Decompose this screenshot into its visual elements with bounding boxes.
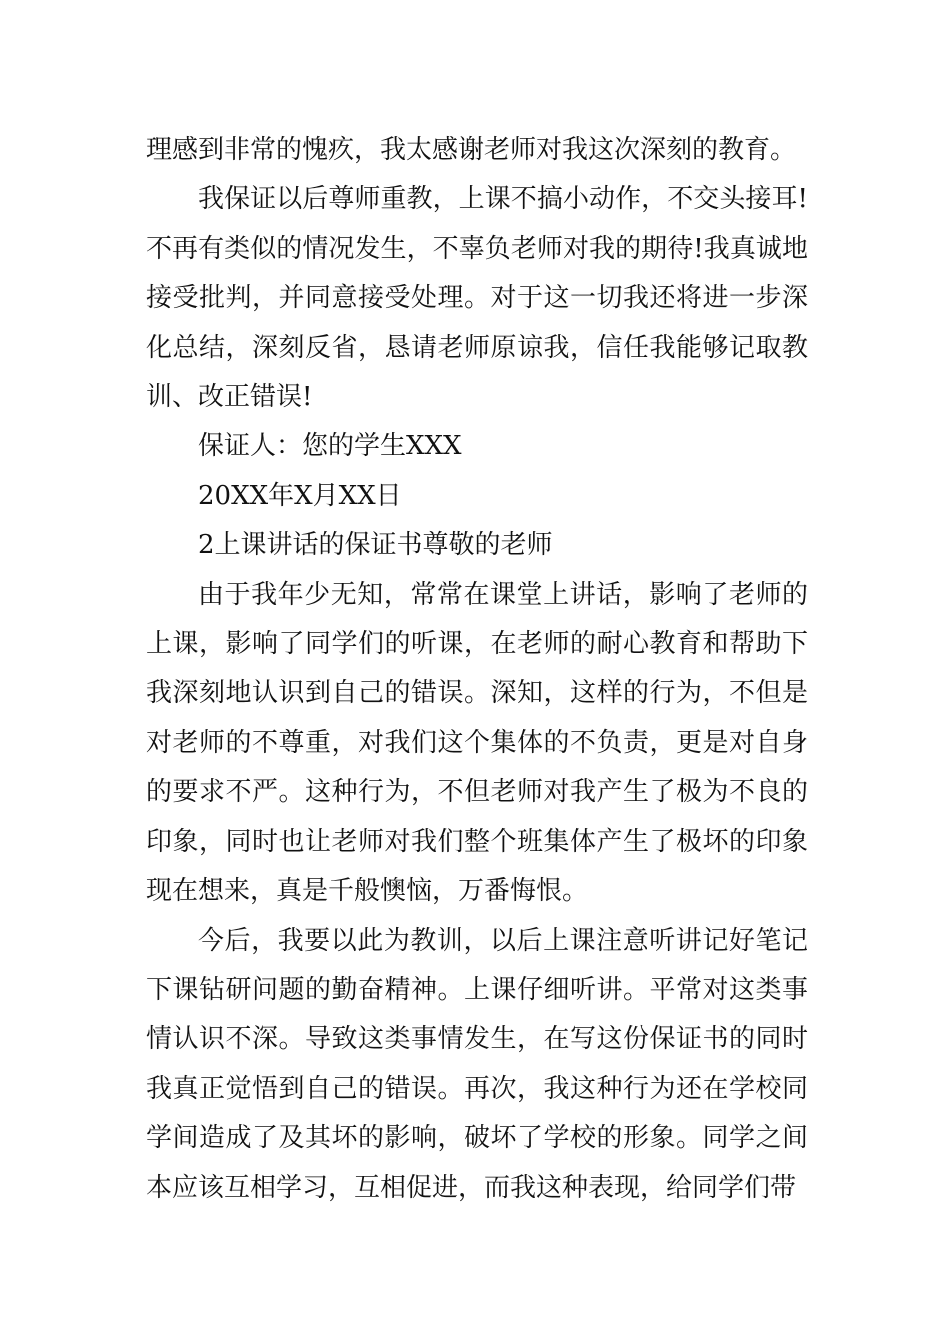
date-line: 20XX年X月XX日 xyxy=(198,480,402,511)
section-heading: 2上课讲话的保证书尊敬的老师 xyxy=(198,530,553,561)
paragraph-reflection: 由于我年少无知，常常在课堂上讲话，影响了老师的上课，影响了同学们的听课，在老师的耐心教育和帮助下我深刻地认识到自己的错误。深知，这样的行为，不但是对老师的不尊重，对我们这个集体的不负责，更是对自身的要求不严。这种行为，不但老师对我产生了极为不良的印象，同时也让老师对我们整个班集体产生了极坏的印象现在想来，真是千般懊恼，万番悔恨。 xyxy=(146,579,808,907)
paragraph-resolution: 今后，我要以此为教训，以后上课注意听讲记好笔记下课钻研问题的勤奋精神。上课仔细听讲。平常对这类事情认识不深。导致这类事情发生，在写这份保证书的同时我真正觉悟到自己的错误。再次，我这种行为还在学校同学间造成了及其坏的影响，破坏了学校的形象。同学之间本应该互相学习，互相促进，而我这种表现，给同学们带 xyxy=(146,925,808,1203)
paragraph-continuation: 理感到非常的愧疚，我太感谢老师对我这次深刻的教育。 xyxy=(146,135,797,165)
document-body xyxy=(146,126,808,1213)
signature-line: 保证人：您的学生XXX xyxy=(198,431,462,462)
paragraph-guarantee: 我保证以后尊师重教，上课不搞小动作，不交头接耳!不再有类似的情况发生，不辜负老师对我的期待!我真诚地接受批判，并同意接受处理。对于这一切我还将进一步深化总结，深刻反省，恳请老师原谅我，信任我能够记取教训、改正错误! xyxy=(146,184,808,413)
